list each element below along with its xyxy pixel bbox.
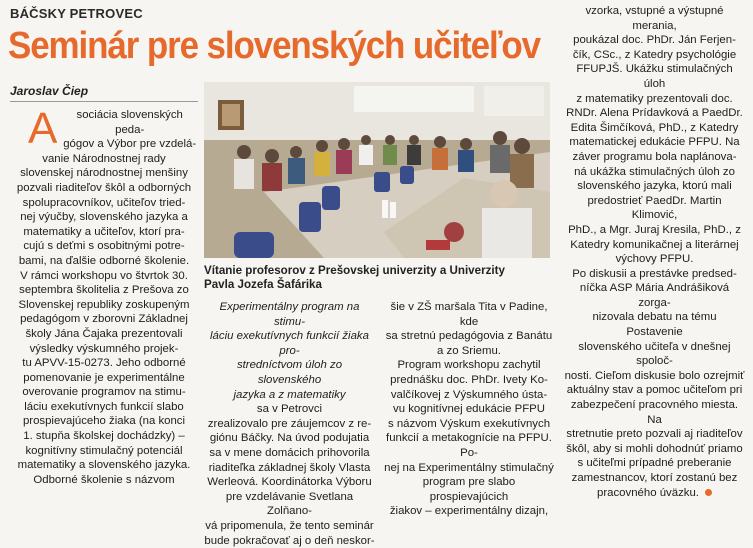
text-line: riaditeľka základnej školy Vlasta xyxy=(204,461,375,476)
text-line: poukázal doc. PhDr. Ján Ferjen- xyxy=(564,33,745,48)
byline-divider xyxy=(10,101,198,102)
article-column-2 xyxy=(204,300,375,548)
text-line: stretnutie preto pozvali aj riaditeľov xyxy=(564,427,745,442)
text-line: z matematiky prezentovali doc. xyxy=(564,92,745,107)
text-line: nej výučby, slovenského jazyka a xyxy=(10,210,198,225)
text-line: program pre slabo prospievajúcich xyxy=(384,475,554,504)
column-3-text xyxy=(384,300,554,519)
text-line: ná ukážka stimulačných úloh zo xyxy=(564,165,745,180)
article-photo xyxy=(204,82,550,258)
text-line: Experimentálny program na stimu- xyxy=(204,300,375,329)
column-4-text-bottom xyxy=(564,267,745,501)
text-line: níčka ASP Mária Andrášiková zorga- xyxy=(564,281,745,310)
text-line: bami, na ďalšie odborné školenie. xyxy=(10,254,198,269)
column-4-text-top xyxy=(564,4,745,267)
text-line: FFUPJŠ. Ukážku stimulačných úloh xyxy=(564,62,745,91)
text-line: výsledky výskumného projek- xyxy=(10,342,198,357)
text-line: pracovného úväzku. xyxy=(564,486,745,501)
text-line: škôl, aby si mohli dohodnúť priamo xyxy=(564,442,745,457)
text-line: zrealizovalo pre záujemcov z re- xyxy=(204,417,375,432)
text-line: matematiky a učiteľov, ktorí pra- xyxy=(10,225,198,240)
text-line: vzorka, vstupné a výstupné merania, xyxy=(564,4,745,33)
text-line: zabezpečení pracovného miesta. Na xyxy=(564,398,745,427)
text-line: matematiky a slovenského jazyka. xyxy=(10,458,198,473)
headline: Seminár pre slovenských učiteľov xyxy=(8,25,540,68)
text-line: žiakov – experimentálny dizajn, xyxy=(384,504,554,519)
article-column-4 xyxy=(564,4,745,500)
photo-caption xyxy=(204,264,550,292)
text-line: aktuálny stav a pomoc učiteľom pri xyxy=(564,383,745,398)
article-column-3 xyxy=(384,300,554,519)
text-line: cujú s deťmi s osobitnými potre- xyxy=(10,239,198,254)
text-line: Katedry komunikačnej a literárnej xyxy=(564,238,745,253)
text-line: PhD., a Mgr. Juraj Kresila, PhD., z xyxy=(564,223,745,238)
text-line: septembra školitelia z Prešova zo xyxy=(10,283,198,298)
column-2-text xyxy=(204,402,375,548)
text-line: matematickej edukácie PFPU. Na xyxy=(564,135,745,150)
text-line: slovenskej národnostnej menšiny xyxy=(10,166,198,181)
text-line: stredníctvom úloh zo slovenského xyxy=(204,358,375,387)
text-line: sa v mene domácich prihovorila xyxy=(204,446,375,461)
text-line: pomenovanie je experimentálne xyxy=(10,371,198,386)
text-line: výchovy PFPU. xyxy=(564,252,745,267)
text-line: Edita Šimčíková, PhD., z Katedry xyxy=(564,121,745,136)
text-line: nizovala debatu na tému Postavenie xyxy=(564,310,745,339)
text-line: školy Jána Čajaka prezentovali xyxy=(10,327,198,342)
text-line: slovenského učiteľa v dnešnej spoloč- xyxy=(564,340,745,369)
text-line: 1. stupňa školskej dochádzky) – xyxy=(10,429,198,444)
section-label: BÁČSKY PETROVEC xyxy=(10,6,143,21)
text-line: overovanie programov na stimu- xyxy=(10,385,198,400)
text-line: RNDr. Alena Prídavková a PaedDr. xyxy=(564,106,745,121)
end-of-article-mark xyxy=(705,489,712,496)
text-line: sa v Petrovci xyxy=(204,402,375,417)
text-line: láciu exekutívnych funkcií žiaka pro- xyxy=(204,329,375,358)
column-2-italic-text xyxy=(204,300,375,402)
seminar-room-photo xyxy=(204,82,550,258)
text-line: Po diskusii a prestávke predsed- xyxy=(564,267,745,282)
text-line: vá pripomenula, že tento seminár xyxy=(204,519,375,534)
article-column-1 xyxy=(10,108,198,487)
text-line: predostrieť PaedDr. Martin Klimović, xyxy=(564,194,745,223)
text-line: a zo Sriemu. xyxy=(384,344,554,359)
text-line: s učiteľmi prípadné preberanie xyxy=(564,456,745,471)
text-line: valčíkovej z Výskumného ústa- xyxy=(384,388,554,403)
text-line: vanie Národnostnej rady xyxy=(10,152,198,167)
text-line: slovenského jazyka, ktorú mali xyxy=(564,179,745,194)
text-line: bude pokračovať aj o deň neskor- xyxy=(204,534,375,548)
text-line: prednášku doc. PhDr. Ivety Ko- xyxy=(384,373,554,388)
caption-line: Pavla Jozefa Šafárika xyxy=(204,278,550,292)
text-line: Werleová. Koordinátorka Výboru xyxy=(204,475,375,490)
text-line: spolupracovníkov, učiteľov tried- xyxy=(10,196,198,211)
text-line: giónu Báčky. Na úvod podujatia xyxy=(204,431,375,446)
text-line: záver programu bola naplánova- xyxy=(564,150,745,165)
text-line: funkcií a metakognície na PFPU. Po- xyxy=(384,431,554,460)
caption-line: Vítanie profesorov z Prešovskej univerzity a Univerzity xyxy=(204,264,550,278)
text-line: sa stretnú pedagógovia z Banátu xyxy=(384,329,554,344)
text-line: nej na Experimentálny stimulačný xyxy=(384,461,554,476)
text-line: gógov a Výbor pre vzdelá- xyxy=(10,137,198,152)
text-line: Odborné školenie s názvom xyxy=(10,473,198,488)
text-line: čík, CSc., z Katedry psychológie xyxy=(564,48,745,63)
text-line: prospievajúceho žiaka (na konci xyxy=(10,414,198,429)
byline: Jaroslav Čiep xyxy=(10,84,88,98)
text-line: sociácia slovenských peda- xyxy=(10,108,198,137)
column-1-text xyxy=(10,108,198,487)
text-line: pedagógom v zborovni Základnej xyxy=(10,312,198,327)
text-line: jazyka a z matematiky xyxy=(204,388,375,403)
text-line: kognitívny stimulačný potenciál xyxy=(10,444,198,459)
text-line: šie v ZŠ maršala Tita v Padine, kde xyxy=(384,300,554,329)
text-line: V rámci workshopu vo štvrtok 30. xyxy=(10,269,198,284)
text-line: s názvom Výskum exekutívnych xyxy=(384,417,554,432)
text-line: nosti. Cieľom diskusie bolo ozrejmiť xyxy=(564,369,745,384)
text-line: tu APVV-15-0273. Jeho odborné xyxy=(10,356,198,371)
text-line: pre vzdelávanie Svetlana Zolňano- xyxy=(204,490,375,519)
text-line: láciu exekutívnych funkcií slabo xyxy=(10,400,198,415)
text-line: zamestnancov, ktorí zostanú bez xyxy=(564,471,745,486)
text-line: Program workshopu zachytil xyxy=(384,358,554,373)
text-line: vu kognitívnej edukácie PFPU xyxy=(384,402,554,417)
drop-cap: A xyxy=(28,110,57,148)
text-line: Slovenskej republiky zoskupeným xyxy=(10,298,198,313)
text-line: pozvali riaditeľov škôl a odborných xyxy=(10,181,198,196)
